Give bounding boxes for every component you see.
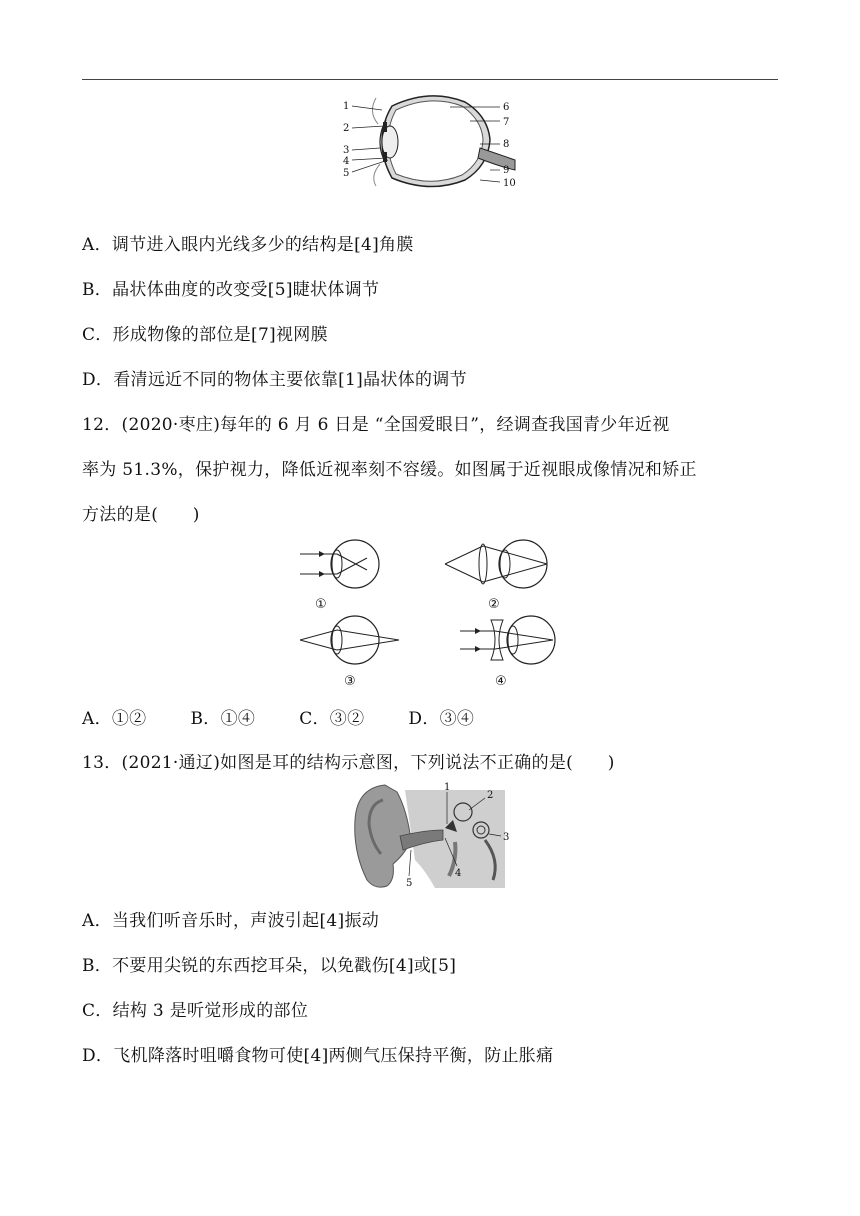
eye-label-2: 2 [343, 123, 350, 134]
q13-option-b[interactable]: B．不要用尖锐的东西挖耳朵，以免戳伤[4]或[5] [82, 956, 457, 976]
eye-label-8: 8 [503, 139, 510, 150]
caption-1: ① [315, 597, 327, 612]
eye-label-7: 7 [503, 117, 510, 128]
q13-option-d[interactable]: D．飞机降落时咀嚼食物可使[4]两侧气压保持平衡，防止胀痛 [82, 1046, 554, 1066]
eye-label-6: 6 [503, 102, 510, 113]
eye-diagram [340, 88, 520, 193]
caption-4: ④ [495, 674, 507, 689]
diagram-1 [300, 540, 379, 612]
eye-label-4: 4 [343, 156, 350, 167]
q13-option-a[interactable]: A．当我们听音乐时，声波引起[4]振动 [82, 911, 380, 931]
q12-option-a[interactable]: A．①② [82, 709, 147, 729]
q11-option-d[interactable]: D．看清远近不同的物体主要依靠[1]晶状体的调节 [82, 370, 467, 390]
q12-stem-line-1: 12．(2020·枣庄)每年的 6 月 6 日是 “全国爱眼日”，经调查我国青少年近视 [82, 415, 670, 435]
q11-option-c[interactable]: C．形成物像的部位是[7]视网膜 [82, 325, 328, 345]
diagram-2 [445, 540, 547, 612]
eye-label-3: 3 [343, 145, 350, 156]
lens-diagrams [295, 538, 565, 690]
q11-option-b[interactable]: B．晶状体曲度的改变受[5]睫状体调节 [82, 280, 380, 300]
eye-label-5: 5 [343, 168, 350, 179]
q13-option-c[interactable]: C．结构 3 是听觉形成的部位 [82, 1001, 309, 1021]
caption-3: ③ [344, 674, 356, 689]
diagram-3 [300, 616, 399, 689]
ear-label-1: 1 [444, 782, 451, 793]
caption-2: ② [488, 597, 500, 612]
eye-label-1: 1 [343, 101, 350, 112]
q12-option-c[interactable]: C．③② [299, 709, 365, 729]
q12-option-d[interactable]: D．③④ [408, 709, 475, 729]
ear-label-2: 2 [487, 790, 494, 801]
ear-label-3: 3 [503, 832, 510, 843]
header-rule [82, 79, 778, 80]
eye-label-9: 9 [503, 165, 510, 176]
q12-options [82, 704, 518, 729]
ear-label-4: 4 [455, 868, 462, 879]
ear-label-5: 5 [406, 878, 413, 889]
eye-label-10: 10 [503, 178, 516, 189]
q11-option-a[interactable]: A．调节进入眼内光线多少的结构是[4]角膜 [82, 235, 414, 255]
diagram-4 [460, 616, 555, 689]
q12-stem-line-3: 方法的是( ) [82, 505, 200, 525]
ear-diagram [345, 780, 515, 892]
q12-stem-line-2: 率为 51.3%，保护视力，降低近视率刻不容缓。如图属于近视眼成像情况和矫正 [82, 460, 697, 480]
q12-option-b[interactable]: B．①④ [190, 709, 256, 729]
q13-stem: 13．(2021·通辽)如图是耳的结构示意图，下列说法不正确的是( ) [82, 753, 615, 773]
